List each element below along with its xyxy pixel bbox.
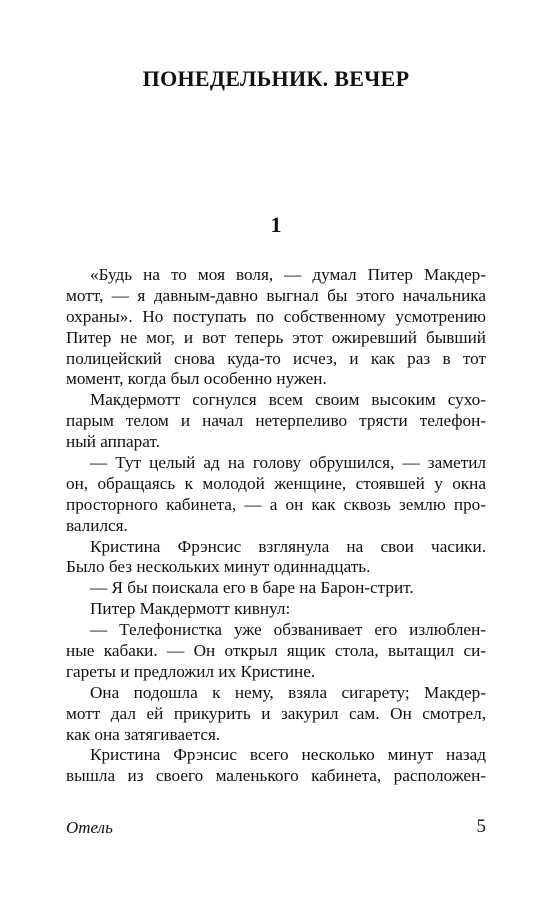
text-line: как она затягивается. <box>66 724 221 744</box>
running-footer-title: Отель <box>66 818 113 837</box>
text-line: охраны». Но поступать по собственному усмотрению <box>66 306 486 326</box>
text-line: ные кабаки. — Он открыл ящик стола, вытащил си- <box>66 641 486 661</box>
text-line: Кристина Фрэнсис всего несколько минут назад <box>90 745 486 765</box>
text-line: — Телефонистка уже обзванивает его излюблен- <box>90 620 486 640</box>
chapter-title: ПОНЕДЕЛЬНИК. ВЕЧЕР <box>142 66 410 91</box>
body-text <box>66 265 486 787</box>
text-line: Питер не мог, и вот теперь этот ожиревший бывший <box>66 327 486 347</box>
text-line: гареты и предложил их Кристине. <box>66 661 316 681</box>
text-line: мотт, — я давным-давно выгнал бы этого начальника <box>66 285 486 305</box>
text-line: парым телом и начал нетерпеливо трясти телефон- <box>66 411 486 431</box>
text-line: Она подошла к нему, взяла сигарету; Макдер- <box>90 682 486 702</box>
text-line: Питер Макдермотт кивнул: <box>90 599 291 619</box>
text-line: «Будь на то моя воля, — думал Питер Макдер- <box>90 265 486 284</box>
text-line: просторного кабинета, — а он как сквозь землю про- <box>66 494 486 514</box>
text-line: Макдермотт согнулся всем своим высоким сухо- <box>90 390 486 410</box>
text-line: он, обращаясь к молодой женщине, стоявшей у окна <box>66 473 486 493</box>
text-line: Было без нескольких минут одиннадцать. <box>66 557 371 577</box>
text-line: — Я бы поискала его в баре на Барон-стрит. <box>90 578 414 598</box>
text-line: Кристина Фрэнсис взглянула на свои часики. <box>90 536 486 556</box>
text-line: момент, когда был особенно нужен. <box>66 369 327 389</box>
text-line: мотт дал ей прикурить и закурил сам. Он смотрел, <box>66 703 486 723</box>
chapter-number: 1 <box>270 212 282 237</box>
text-line: ный аппарат. <box>66 432 160 452</box>
text-line: полицейский снова куда-то исчез, и как раз в тот <box>66 348 486 368</box>
page-number: 5 <box>476 816 486 837</box>
text-line: валился. <box>66 515 128 535</box>
text-line: вышла из своего маленького кабинета, расположен- <box>66 766 486 786</box>
text-line: — Тут целый ад на голову обрушился, — заметил <box>90 453 486 473</box>
